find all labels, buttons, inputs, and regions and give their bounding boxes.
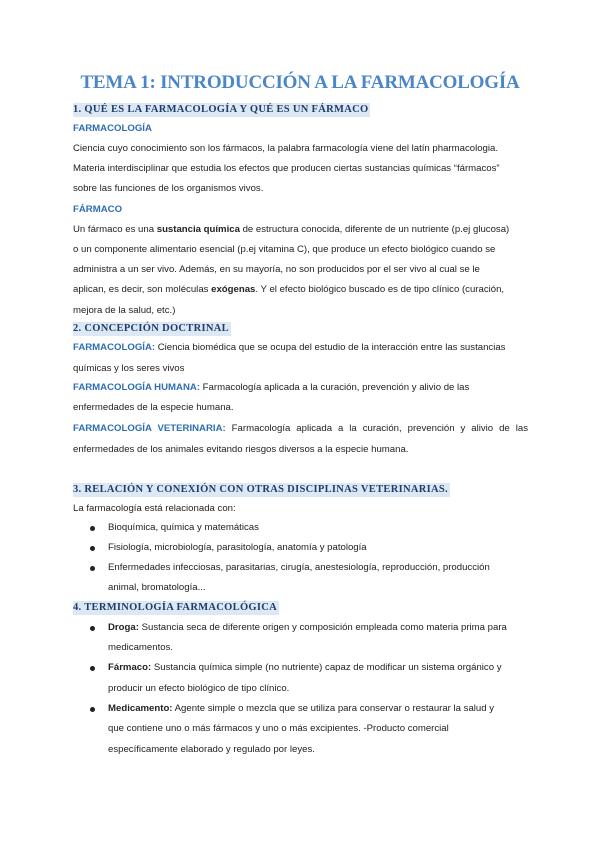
term: Fármaco: xyxy=(108,662,152,673)
text: Agente simple o mezcla que se utiliza para conservar o restaurar la salud y xyxy=(172,703,495,714)
text: Ciencia biomédica que se ocupa del estudio de la interacción entre las sustancias xyxy=(155,342,506,353)
paragraph-line: administra a un ser vivo. Además, en su mayoría, no son producidos por el ser vivo al cual se le xyxy=(73,264,480,275)
bullet-icon xyxy=(90,526,95,531)
list-item xyxy=(108,621,507,635)
definition-line xyxy=(73,422,528,436)
bullet-icon xyxy=(90,707,95,712)
term: Medicamento: xyxy=(108,703,173,714)
list-item: Fisiología, microbiología, parasitología, anatomía y patología xyxy=(108,542,367,553)
paragraph-line: o un componente alimentario esencial (p.ej vitamina C), que produce un efecto biológico cuando se xyxy=(73,244,496,255)
intro-text: La farmacología está relacionada con: xyxy=(73,503,236,514)
term: Droga: xyxy=(108,622,139,633)
list-item: medicamentos. xyxy=(108,642,174,653)
bold-text: sustancia química xyxy=(156,224,240,235)
text: Un fármaco es una xyxy=(73,224,157,235)
text: Sustancia seca de diferente origen y composición empleada como materia prima para xyxy=(138,622,507,633)
text: aplican, es decir, son moléculas xyxy=(73,284,212,295)
section-heading-4: 4. TERMINOLOGÍA FARMACOLÓGICA xyxy=(73,602,278,613)
term: FARMACOLOGÍA VETERINARIA: xyxy=(73,423,226,434)
list-item xyxy=(108,661,502,675)
section-heading-1: 1. QUÉ ES LA FARMACOLOGÍA Y QUÉ ES UN FÁRMACO xyxy=(73,104,369,115)
paragraph-line: Ciencia cuyo conocimiento son los fármacos, la palabra farmacología viene del latín pharmacologia. xyxy=(73,143,499,154)
text: Farmacología aplicada a la curación, prevención y alivio de las xyxy=(200,382,470,393)
paragraph-line xyxy=(73,223,509,237)
bullet-icon xyxy=(90,666,95,671)
subheading-farmacologia: FARMACOLOGÍA xyxy=(73,123,152,134)
list-item xyxy=(108,702,494,716)
list-item: que contiene uno o más fármacos y uno o más excipientes. -Producto comercial xyxy=(108,723,449,734)
definition-line xyxy=(73,381,469,395)
list-item: animal, bromatología... xyxy=(108,582,206,593)
text: de estructura conocida, diferente de un nutriente (p.ej glucosa) xyxy=(239,224,510,235)
section-heading-3: 3. RELACIÓN Y CONEXIÓN CON OTRAS DISCIPLINAS VETERINARIAS. xyxy=(73,484,448,495)
document-title: TEMA 1: INTRODUCCIÓN A LA FARMACOLOGÍA xyxy=(80,72,520,93)
list-item: Bioquímica, química y matemáticas xyxy=(108,522,259,533)
term: FARMACOLOGÍA HUMANA: xyxy=(73,382,201,393)
bullet-icon xyxy=(90,546,95,551)
subheading-farmaco: FÁRMACO xyxy=(73,204,123,215)
paragraph-line xyxy=(73,283,504,297)
bullet-icon xyxy=(90,626,95,631)
bullet-icon xyxy=(90,566,95,571)
list-item: Enfermedades infecciosas, parasitarias, cirugía, anestesiología, reproducción, producción xyxy=(108,562,490,573)
bold-text: exógenas xyxy=(211,284,256,295)
text: Sustancia química simple (no nutriente) capaz de modificar un sistema orgánico y xyxy=(151,662,502,673)
paragraph-line: Materia interdisciplinar que estudia los efectos que producen ciertas sustancias químicas “fármacos” xyxy=(73,163,500,174)
definition-line xyxy=(73,341,505,355)
list-item: específicamente elaborado y regulado por leyes. xyxy=(108,744,315,755)
paragraph-line: mejora de la salud, etc.) xyxy=(73,305,176,316)
definition-line: enfermedades de los animales evitando riesgos diversos a la especie humana. xyxy=(73,444,409,455)
definition-line: químicas y los seres vivos xyxy=(73,363,185,374)
definition-line: enfermedades de la especie humana. xyxy=(73,402,234,413)
section-heading-2: 2. CONCEPCIÓN DOCTRINAL xyxy=(73,323,229,334)
list-item: producir un efecto biológico de tipo clínico. xyxy=(108,683,290,694)
paragraph-line: sobre las funciones de los organismos vivos. xyxy=(73,183,264,194)
text: Farmacología aplicada a la curación, prevención y alivio de las xyxy=(225,423,528,434)
text: . Y el efecto biológico buscado es de tipo clínico (curación, xyxy=(255,284,505,295)
term: FARMACOLOGÍA: xyxy=(73,342,156,353)
